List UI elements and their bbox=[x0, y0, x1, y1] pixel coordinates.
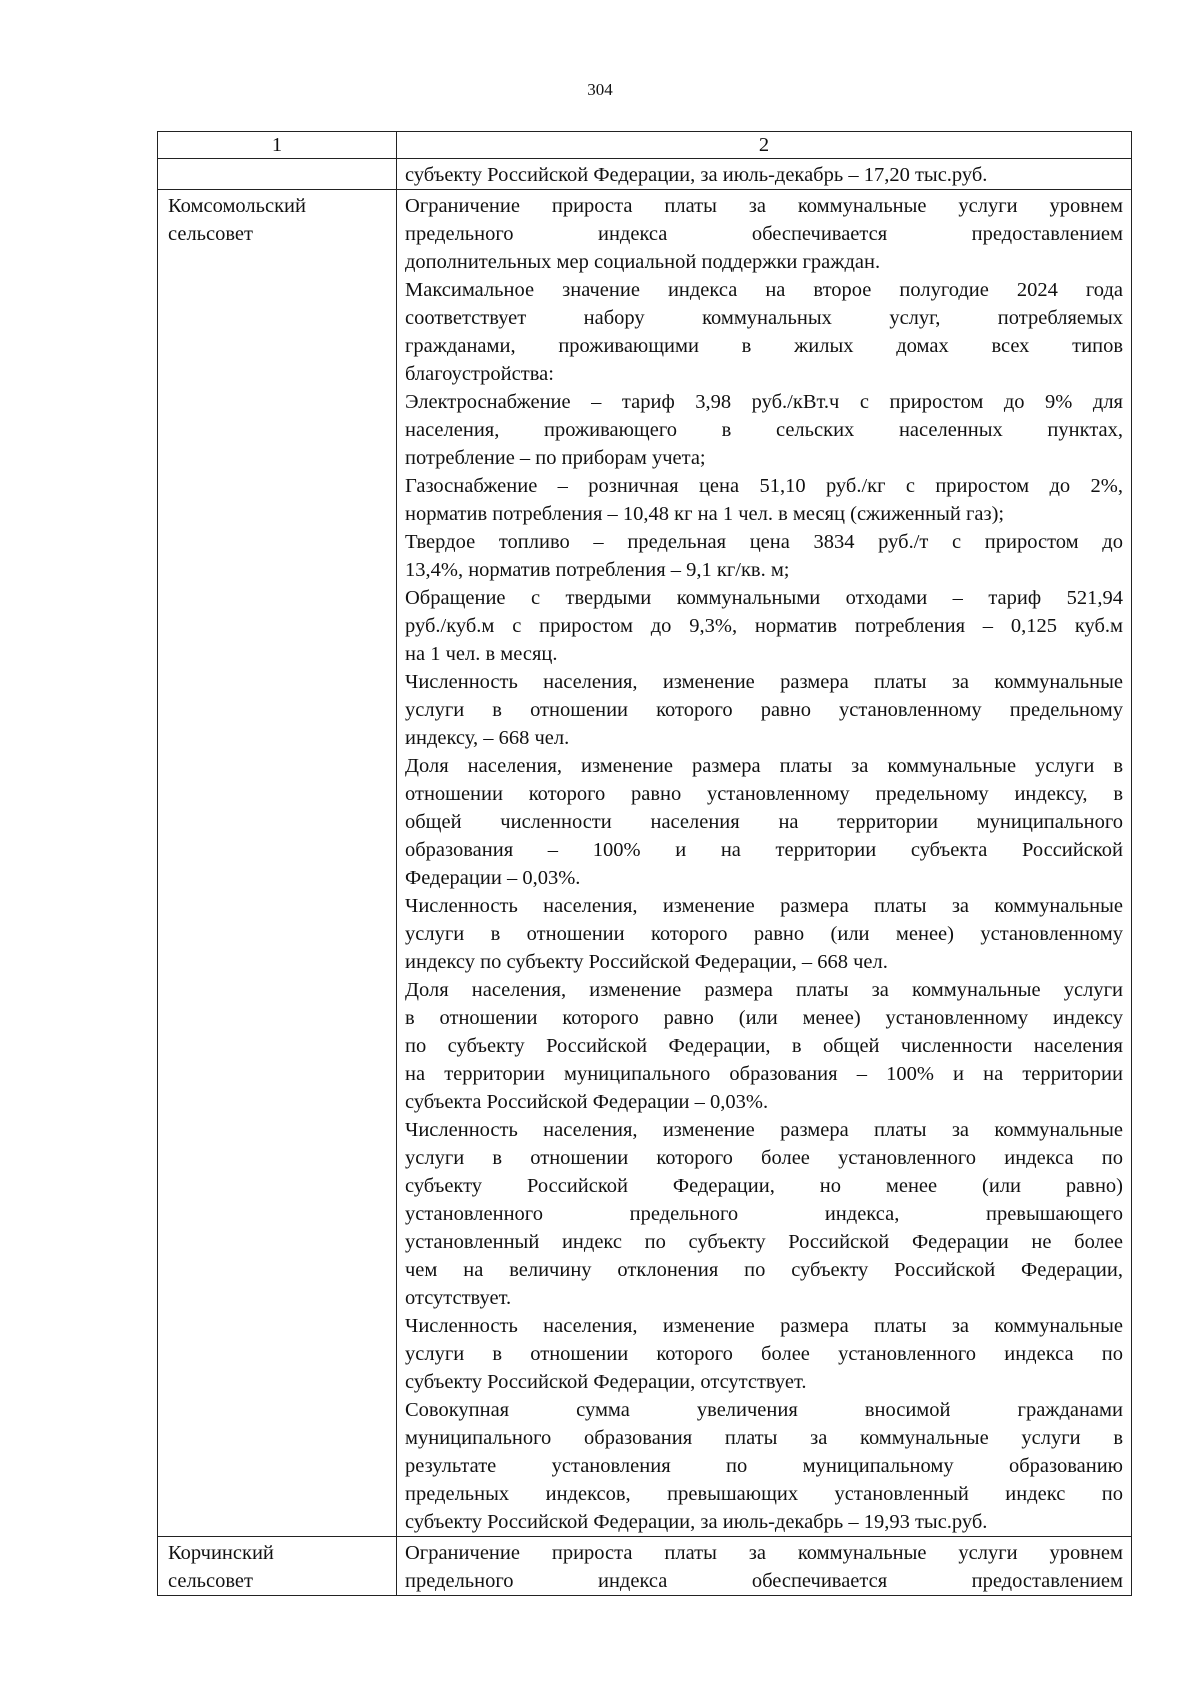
text-line: предельного индекса обеспечивается предоставлением bbox=[405, 223, 1123, 245]
municipality-name-line: Комсомольский bbox=[168, 195, 306, 217]
text-line: Газоснабжение – розничная цена 51,10 руб./кг с приростом до 2%, bbox=[405, 475, 1123, 497]
text-line: субъекта Российской Федерации – 0,03%. bbox=[405, 1091, 769, 1113]
document-table bbox=[157, 131, 1132, 1596]
description-cell-komsomolsky bbox=[397, 190, 1132, 1537]
text-line: услуги в отношении которого равно (или менее) установленному bbox=[405, 923, 1123, 945]
text-line: услуги в отношении которого более установленного индекса по bbox=[405, 1343, 1123, 1365]
text-line: соответствует набору коммунальных услуг, потребляемых bbox=[405, 307, 1123, 329]
text-line: установленный индекс по субъекту Российской Федерации не более bbox=[405, 1231, 1123, 1253]
text-line: гражданами, проживающими в жилых домах всех типов bbox=[405, 335, 1123, 357]
description-paragraph bbox=[405, 1396, 1123, 1536]
municipality-name-line: Корчинский bbox=[168, 1542, 274, 1564]
text-line: Доля населения, изменение размера платы за коммунальные услуги в bbox=[405, 755, 1123, 777]
text-line: предельных индексов, превышающих установленный индекс по bbox=[405, 1483, 1123, 1505]
description-paragraph bbox=[405, 1312, 1123, 1396]
column-header-1: 1 bbox=[158, 132, 397, 159]
text-line: Обращение с твердыми коммунальными отходами – тариф 521,94 bbox=[405, 587, 1123, 609]
text-line: населения, проживающего в сельских населенных пунктах, bbox=[405, 419, 1123, 441]
text-line: в отношении которого равно (или менее) установленному индексу bbox=[405, 1007, 1123, 1029]
description-paragraph bbox=[405, 528, 1123, 584]
text-line: чем на величину отклонения по субъекту Российской Федерации, bbox=[405, 1259, 1123, 1281]
text-line: Совокупная сумма увеличения вносимой гражданами bbox=[405, 1399, 1123, 1421]
text-line: Доля населения, изменение размера платы за коммунальные услуги bbox=[405, 979, 1123, 1001]
description-cell-korchinsky bbox=[397, 1537, 1132, 1596]
description-paragraph bbox=[405, 192, 1123, 276]
text-line: субъекту Российской Федерации, за июль-декабрь – 19,93 тыс.руб. bbox=[405, 1511, 988, 1533]
description-paragraph bbox=[405, 892, 1123, 976]
column-header-2: 2 bbox=[397, 132, 1132, 159]
description-paragraph bbox=[405, 584, 1123, 668]
table-header-row bbox=[158, 132, 1132, 159]
description-paragraph bbox=[405, 388, 1123, 472]
table-row-korchinsky bbox=[158, 1537, 1132, 1596]
text-line: на территории муниципального образования – 100% и на территории bbox=[405, 1063, 1123, 1085]
text-line: Федерации – 0,03%. bbox=[405, 867, 581, 889]
text-line: потребление – по приборам учета; bbox=[405, 447, 706, 469]
text-line: Численность населения, изменение размера платы за коммунальные bbox=[405, 1119, 1123, 1141]
municipality-cell-korchinsky bbox=[158, 1537, 397, 1596]
description-paragraph bbox=[405, 976, 1123, 1116]
text-line: отношении которого равно установленному предельному индексу, в bbox=[405, 783, 1123, 805]
text-line: Электроснабжение – тариф 3,98 руб./кВт.ч с приростом до 9% для bbox=[405, 391, 1123, 413]
text-line: общей численности населения на территории муниципального bbox=[405, 811, 1123, 833]
municipality-cell-empty bbox=[158, 159, 397, 190]
text-line: установленного предельного индекса, превышающего bbox=[405, 1203, 1123, 1225]
text-line: индексу по субъекту Российской Федерации, – 668 чел. bbox=[405, 951, 888, 973]
text-line: руб./куб.м с приростом до 9,3%, норматив потребления – 0,125 куб.м bbox=[405, 615, 1123, 637]
description-paragraph bbox=[405, 472, 1123, 528]
text-line: Численность населения, изменение размера платы за коммунальные bbox=[405, 671, 1123, 693]
description-paragraph bbox=[405, 752, 1123, 892]
text-line: услуги в отношении которого более установленного индекса по bbox=[405, 1147, 1123, 1169]
text-line: 13,4%, норматив потребления – 9,1 кг/кв. м; bbox=[405, 559, 790, 581]
text-line: муниципального образования платы за коммунальные услуги в bbox=[405, 1427, 1123, 1449]
description-paragraph bbox=[405, 276, 1123, 388]
description-paragraph bbox=[405, 1116, 1123, 1312]
table-row-komsomolsky bbox=[158, 190, 1132, 1537]
text-line: образования – 100% и на территории субъекта Российской bbox=[405, 839, 1123, 861]
page-number: 304 bbox=[587, 80, 613, 99]
continuation-line: субъекту Российской Федерации, за июль-декабрь – 17,20 тыс.руб. bbox=[405, 164, 988, 186]
text-line: Численность населения, изменение размера платы за коммунальные bbox=[405, 895, 1123, 917]
municipality-name-line: сельсовет bbox=[168, 1570, 253, 1592]
municipality-cell-komsomolsky bbox=[158, 190, 397, 1537]
text-line: услуги в отношении которого равно установленному предельному bbox=[405, 699, 1123, 721]
text-line: норматив потребления – 10,48 кг на 1 чел. в месяц (сжиженный газ); bbox=[405, 503, 1005, 525]
text-line: Максимальное значение индекса на второе полугодие 2024 года bbox=[405, 279, 1123, 301]
text-line: субъекту Российской Федерации, но менее (или равно) bbox=[405, 1175, 1123, 1197]
description-paragraph bbox=[405, 668, 1123, 752]
text-line: Твердое топливо – предельная цена 3834 руб./т с приростом до bbox=[405, 531, 1123, 553]
municipality-name-line: сельсовет bbox=[168, 223, 253, 245]
text-line: субъекту Российской Федерации, отсутствует. bbox=[405, 1371, 807, 1393]
text-line: предельного индекса обеспечивается предоставлением bbox=[405, 1570, 1123, 1592]
text-line: благоустройства: bbox=[405, 363, 554, 385]
text-line: результате установления по муниципальному образованию bbox=[405, 1455, 1123, 1477]
text-line: отсутствует. bbox=[405, 1287, 512, 1309]
text-line: Ограничение прироста платы за коммунальные услуги уровнем bbox=[405, 1542, 1123, 1564]
description-paragraph bbox=[405, 1539, 1123, 1595]
table-row-continuation bbox=[158, 159, 1132, 190]
text-line: по субъекту Российской Федерации, в общей численности населения bbox=[405, 1035, 1123, 1057]
continuation-text-cell bbox=[397, 159, 1132, 190]
text-line: индексу, – 668 чел. bbox=[405, 727, 570, 749]
text-line: на 1 чел. в месяц. bbox=[405, 643, 558, 665]
text-line: Численность населения, изменение размера платы за коммунальные bbox=[405, 1315, 1123, 1337]
text-line: Ограничение прироста платы за коммунальные услуги уровнем bbox=[405, 195, 1123, 217]
text-line: дополнительных мер социальной поддержки граждан. bbox=[405, 251, 881, 273]
